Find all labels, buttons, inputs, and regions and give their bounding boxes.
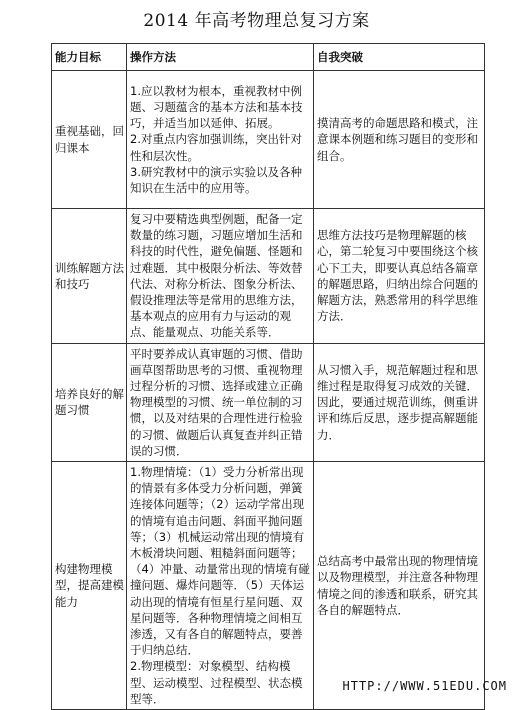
review-plan-table (51, 43, 485, 710)
method-line: 1.应以教材为根本，重视教材中例题、习题蕴含的基本方法和基本技巧，并适当加以延伸、拓展。 (130, 83, 303, 131)
breakthrough-cell: 思维方法技巧是物理解题的核心，第二轮复习中要围绕这个核心下工夫，即要认真总结各篇章的解题思路，归纳出综合问题的解题方法，熟悉常用的科学思维方法． (314, 209, 485, 344)
method-line: 3.研究教材中的演示实验以及各种知识在生活中的应用等。 (130, 164, 302, 195)
goal-cell: 培养良好的解题习惯 (52, 343, 127, 461)
table-row (52, 71, 485, 209)
table-row (52, 462, 485, 710)
breakthrough-cell: 总结高考中最常出现的物理情境以及物理模型，并注意各种物理情境之间的渗透和联系，研究其各自的解题特点． (314, 462, 485, 710)
goal-cell: 训练解题方法和技巧 (52, 209, 127, 344)
document-title: 2014 年高考物理总复习方案 (143, 11, 370, 31)
method-cell (127, 462, 314, 710)
method-line: 平时要养成认真审题的习惯、借助画草图帮助思考的习惯、重视物理过程分析的习惯、选择或建立正确物理模型的习惯、统一单位制的习惯，以及对结果的合理性进行检验的习惯、做题后认真复查并纠正错误的习惯． (130, 346, 303, 458)
method-cell (127, 343, 314, 461)
method-line: 1.物理情境：（1）受力分析常出现的情景有多体受力分析问题，弹簧连接体问题等；（2）运动学常出现的情境有追击问题、斜面平抛问题等；（3）机械运动常出现的情境有木板滑块问题、粗糙斜面问题等；（4）冲量、动量常出现的情境有碰撞问题、爆炸问题等．（5）天体运动出现的情境有恒星行星问题、双星问题等．各种物理情境之间相互渗透，又有各自的解题特点，要善于归纳总结． (130, 465, 310, 658)
table-header-row (52, 44, 485, 71)
breakthrough-cell: 摸清高考的命题思路和模式，注意课本例题和练习题目的变形和组合。 (314, 71, 485, 209)
header-breakthrough: 自我突破 (314, 44, 485, 71)
breakthrough-cell: 从习惯入手，规范解题过程和思维过程是取得复习成效的关键．因此，要通过规范训练，侧重讲评和练后反思，逐步提高解题能力． (314, 343, 485, 461)
method-cell (127, 71, 314, 209)
table-row (52, 209, 485, 344)
footer-url: HTTP://WWW.51EDU.COM (342, 679, 507, 693)
header-method: 操作方法 (127, 44, 314, 71)
table-row (52, 343, 485, 461)
goal-cell: 重视基础，回归课本 (52, 71, 127, 209)
header-goal: 能力目标 (52, 44, 127, 71)
method-cell (127, 209, 314, 344)
method-line: 复习中要精选典型例题，配备一定数量的练习题，习题应增加生活和科技的时代性，避免偏题、怪题和过难题．其中极限分析法、等效替代法、对称分析法、图象分析法、假设推理法等是常用的思维方法，基本观点的应用有力与运动的观点、能量观点、功能关系等． (130, 212, 303, 340)
goal-cell: 构建物理模型，提高建模能力 (52, 462, 127, 710)
method-line: 2.对重点内容加强训练，突出针对性和层次性。 (130, 132, 302, 163)
method-line: 2.物理模型：对象模型、结构模型、运动模型、过程模型、状态模型等． (130, 659, 303, 706)
